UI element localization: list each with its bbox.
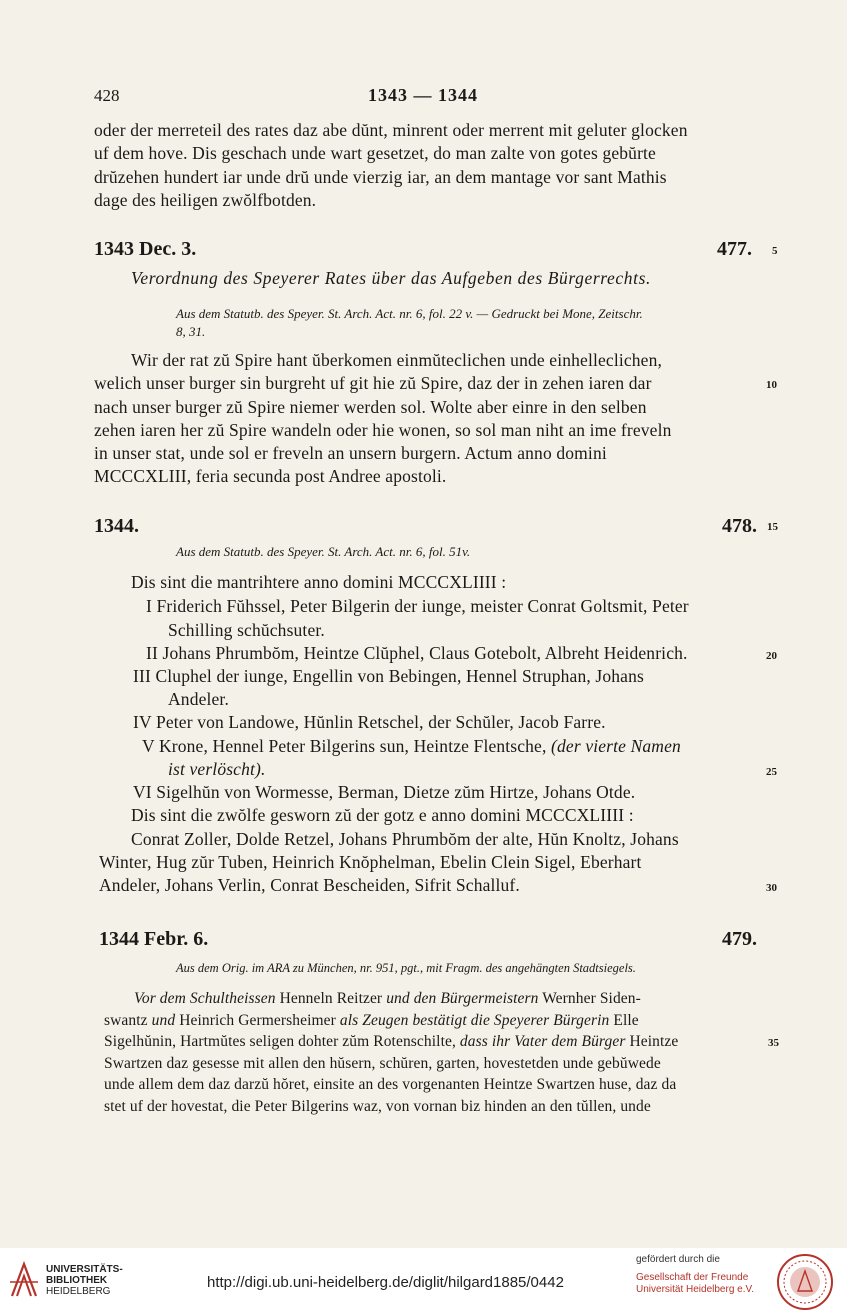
entry-body-line: Swartzen daz gesesse mit allen den hŭsern, schŭren, garten, hovestetden unde gebŭwede — [104, 1055, 661, 1072]
line-marker: 15 — [767, 521, 778, 533]
entry-body-line: Wir der rat zŭ Spire hant ŭberkomen einmŭteclichen unde einhelleclichen, — [131, 350, 662, 370]
entry-body-line — [134, 990, 641, 1008]
editorial-text: Vor dem Schultheissen — [134, 990, 276, 1007]
original-text: Heintze — [629, 1033, 679, 1050]
entry-date: 1344 Febr. 6. — [99, 928, 209, 950]
entry-body-line: welich unser burger sin burgreht uf git hie zŭ Spire, daz der in zehen iaren dar — [94, 373, 652, 393]
roster-text: V Krone, Hennel Peter Bilgerins sun, Heintze Flentsche, — [142, 736, 547, 756]
footer-bar — [0, 1248, 847, 1315]
roster-line: II Johans Phrumbŏm, Heintze Clŭphel, Claus Gotebolt, Albreht Heidenrich. — [146, 643, 688, 663]
permalink-url[interactable]: http://digi.ub.uni-heidelberg.de/diglit/hilgard1885/0442 — [207, 1274, 564, 1291]
entry-title: Verordnung des Speyerer Rates über das Aufgeben des Bürgerrechts. — [131, 268, 651, 288]
entry-body-line — [104, 1012, 639, 1030]
entry-body-line: nach unser burger zŭ Spire niemer werden sol. Wolte aber einre in den selben — [94, 397, 647, 417]
library-line: BIBLIOTHEK — [46, 1275, 108, 1286]
society-name: Gesellschaft der Freunde — [636, 1272, 749, 1283]
entry-body-line: unde allem dem daz darzŭ hŏret, einsite an des vorgenanten Heintze Swartzen huse, daz da — [104, 1076, 677, 1093]
society-name: Universität Heidelberg e.V. — [636, 1284, 755, 1295]
original-text: Heinrich Germersheimer — [179, 1012, 336, 1029]
entry-number: 478. — [722, 515, 757, 537]
library-line: UNIVERSITÄTS- — [46, 1264, 123, 1275]
funding-label: gefördert durch die — [636, 1254, 720, 1265]
entry-number: 477. — [717, 238, 752, 260]
running-title: 1343 — 1344 — [368, 85, 478, 105]
original-text: swantz — [104, 1012, 148, 1029]
editorial-text: und den Bürgermeistern — [386, 990, 539, 1007]
roster-line: VI Sigelhŭn von Wormesse, Berman, Dietze zŭm Hirtze, Johans Otde. — [133, 782, 636, 802]
roster-line: Schilling schŭchsuter. — [168, 620, 325, 640]
original-text: Wernher Siden- — [542, 990, 641, 1007]
editorial-text: als Zeugen bestätigt die Speyerer Bürgerin — [339, 1012, 610, 1029]
editorial-text: dass ihr Vater dem Bürger — [459, 1033, 626, 1050]
funding-note — [636, 1254, 754, 1296]
entry-date: 1344. — [94, 515, 139, 537]
intro-line: oder der merreteil des rates daz abe dŭnt, minrent oder merrent mit geluter glocken — [94, 120, 688, 140]
entry-body-line: MCCCXLIII, feria secunda post Andree apostoli. — [94, 466, 447, 486]
roster-note: ist verlöscht). — [168, 759, 266, 779]
original-text: Henneln Reitzer — [279, 990, 383, 1007]
university-seal-icon — [776, 1253, 834, 1311]
intro-line: dage des heiligen zwŏlfbotden. — [94, 190, 317, 210]
entry-body-line: in unser stat, unde sol er freveln an unsern burgern. Actum anno domini — [94, 443, 607, 463]
entry-body-line: zehen iaren her zŭ Spire wandeln oder hie wonen, so sol man niht an ime freveln — [94, 420, 672, 440]
line-marker: 25 — [766, 766, 777, 778]
line-marker: 35 — [768, 1037, 779, 1049]
entry-body-line: Andeler, Johans Verlin, Conrat Bescheiden, Sifrit Schalluf. — [99, 875, 520, 895]
roster-line: I Friderich Fŭhssel, Peter Bilgerin der iunge, meister Conrat Goltsmit, Peter — [146, 596, 689, 616]
original-text: Elle — [613, 1012, 639, 1029]
entry-body-line: Dis sint die mantrihtere anno domini MCCCXLIIII : — [131, 572, 507, 592]
original-text: Sigelhŭnin, Hartmŭtes seligen dohter zŭm Rotenschilte, — [104, 1033, 456, 1050]
entry-source: Aus dem Orig. im ARA zu München, nr. 951, pgt., mit Fragm. des angehängten Stadtsiegels. — [176, 961, 636, 975]
library-name — [46, 1264, 123, 1297]
entry-source: Aus dem Statutb. des Speyer. St. Arch. Act. nr. 6, fol. 22 v. — Gedruckt bei Mone, Zeitschr. — [176, 306, 643, 321]
entry-date: 1343 Dec. 3. — [94, 238, 197, 260]
entry-body-line — [104, 1033, 678, 1051]
roster-line — [142, 736, 681, 757]
intro-line: uf dem hove. Dis geschach unde wart gesetzet, do man zalte von gotes gebŭrte — [94, 143, 656, 163]
line-marker: 20 — [766, 650, 777, 662]
roster-line: III Cluphel der iunge, Engellin von Bebingen, Hennel Struphan, Johans — [133, 666, 644, 686]
page-number: 428 — [94, 86, 120, 105]
roster-note: (der vierte Namen — [551, 736, 681, 756]
entry-body-line: Dis sint die zwŏlfe gesworn zŭ der gotz e anno domini MCCCXLIIII : — [131, 805, 634, 825]
entry-body-line: Winter, Hug zŭr Tuben, Heinrich Knŏphelman, Ebelin Clein Sigel, Eberhart — [99, 852, 642, 872]
university-library-logo-icon — [8, 1260, 40, 1300]
line-marker: 10 — [766, 379, 777, 391]
entry-body-line: Conrat Zoller, Dolde Retzel, Johans Phrumbŏm der alte, Hŭn Knoltz, Johans — [131, 829, 679, 849]
entry-source: 8, 31. — [176, 324, 206, 339]
entry-number: 479. — [722, 928, 757, 950]
entry-source: Aus dem Statutb. des Speyer. St. Arch. Act. nr. 6, fol. 51v. — [176, 544, 471, 559]
line-marker: 5 — [772, 245, 778, 257]
line-marker: 30 — [766, 882, 777, 894]
roster-line: Andeler. — [168, 689, 229, 709]
library-line: HEIDELBERG — [46, 1286, 111, 1297]
editorial-text: und — [151, 1012, 176, 1029]
entry-body-line: stet uf der hovestat, die Peter Bilgerins waz, von vornan biz hinden an den tŭllen, unde — [104, 1098, 651, 1115]
roster-line: IV Peter von Landowe, Hŭnlin Retschel, der Schŭler, Jacob Farre. — [133, 712, 606, 732]
intro-line: drŭzehen hundert iar unde drŭ unde vierzig iar, an dem mantage vor sant Mathis — [94, 167, 667, 187]
